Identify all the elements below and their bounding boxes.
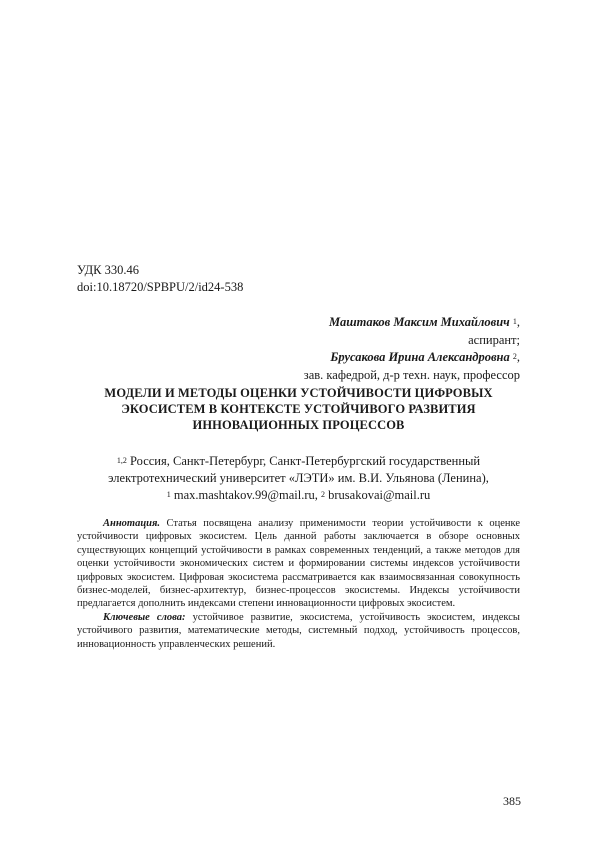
emails-line [77, 487, 520, 504]
email-1-sup: 1 [166, 490, 171, 499]
keywords-label: Ключевые слова: [103, 611, 186, 623]
affiliation-sup: 1,2 [116, 456, 127, 465]
keywords-text: устойчивое развитие, экосистема, устойчивость экосистем, индексы устойчивого развития, математические методы, системный подход, устойчивость процессов, инновационность управленческих решений. [77, 611, 520, 650]
article-metadata [77, 262, 520, 296]
email-2-sup: 2 [321, 490, 325, 499]
doi: doi:10.18720/SPBPU/2/id24-538 [77, 280, 244, 294]
author-1-role: аспирант; [468, 332, 520, 347]
abstract-label: Аннотация. [103, 518, 161, 529]
affiliation-line-2: электротехнический университет «ЛЭТИ» им. В.И. Ульянова (Ленина), [108, 471, 489, 485]
page-number: 385 [503, 794, 521, 808]
author-2-role: зав. кафедрой, д-р техн. наук, профессор [303, 367, 520, 382]
udk-code: УДК 330.46 [77, 263, 139, 277]
affiliation-line-1 [77, 453, 520, 470]
title-line-1: МОДЕЛИ И МЕТОДЫ ОЦЕНКИ УСТОЙЧИВОСТИ ЦИФРОВЫХ [104, 386, 493, 400]
abstract-text: Статья посвящена анализу применимости теории устойчивости к оценке устойчивости цифровых экосистем. Цель данной работы заключается в обзоре основных существующих концепций устойчивости в рамках современных тенденций, а также методов для оценки устойчивости экономических систем и формировании системы индексов устойчивости цифровых экосистем. Цифровая экосистема рассматривается как взаимосвязанная совокупность бизнес-моделей, бизнес-архитектур, бизнес-процессов экосистемы. Индексы устойчивости предлагается дополнить индексами степени инновационности цифровых экосистем. [77, 518, 520, 610]
abstract-section [77, 517, 520, 651]
author-2-comma: , [516, 350, 520, 364]
paper-title [77, 385, 520, 433]
author-2-name: Брусакова Ирина Александровна [330, 350, 510, 364]
author-1-sup: 1 [512, 317, 517, 326]
title-line-2: ЭКОСИСТЕМ В КОНТЕКСТЕ УСТОЙЧИВОГО РАЗВИТИЯ [121, 402, 476, 416]
email-2: brusakovai@mail.ru [325, 488, 431, 502]
author-1 [77, 314, 520, 332]
author-1-comma: , [516, 315, 520, 329]
keywords-paragraph [77, 611, 520, 651]
abstract-paragraph [77, 517, 520, 611]
author-2-sup: 2 [512, 352, 517, 361]
author-2 [77, 349, 520, 367]
affiliation-block [77, 453, 520, 504]
title-line-3: ИННОВАЦИОННЫХ ПРОЦЕССОВ [192, 418, 405, 432]
authors-block [77, 314, 520, 384]
author-1-name: Маштаков Максим Михайлович [329, 315, 510, 329]
email-1: max.mashtakov.99@mail.ru, [170, 488, 321, 502]
affiliation-text-1: Россия, Санкт-Петербург, Санкт-Петербургский государственный [126, 454, 481, 468]
